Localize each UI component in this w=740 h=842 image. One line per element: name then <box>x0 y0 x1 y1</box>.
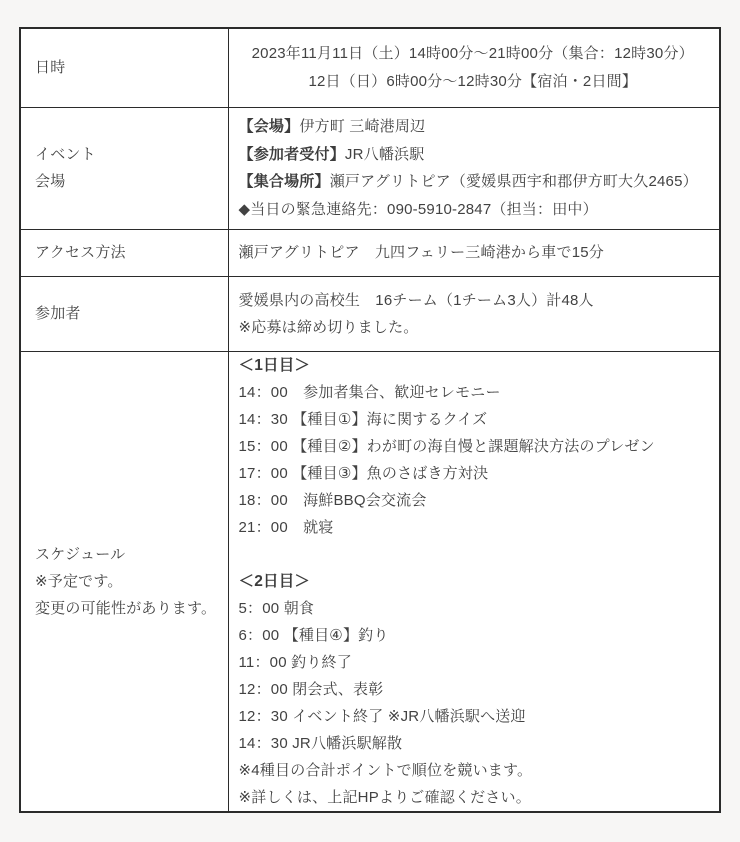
schedule-item: 14：00 参加者集合、歓迎セレモニー <box>238 383 501 401</box>
event-info-table-wrapper <box>19 27 721 813</box>
row-label-text: スケジュール <box>35 545 126 563</box>
venue-item <box>239 168 708 196</box>
datetime-line-1: 2023年11月11日（土）14時00分～21時00分（集合：12時30分） <box>251 44 694 62</box>
event-info-table <box>19 27 721 813</box>
venue-emergency-contact <box>239 196 708 224</box>
row-label-text: アクセス方法 <box>35 244 126 261</box>
datetime-value-cell <box>228 28 720 107</box>
row-label-participants <box>20 276 228 351</box>
schedule-item: 12：00 閉会式、表彰 <box>238 680 384 698</box>
table-row-access <box>20 229 720 276</box>
table-row-schedule <box>20 351 720 812</box>
row-label-text: 日時 <box>35 59 66 77</box>
schedule-item: 14：30 【種目①】海に関するクイズ <box>238 410 488 428</box>
schedule-value-cell <box>228 351 720 812</box>
schedule-item: 17：00 【種目③】魚のさばき方対決 <box>238 464 489 482</box>
venue-item <box>239 141 708 169</box>
row-label-text: イベント <box>35 146 96 163</box>
participants-line-1: 愛媛県内の高校生 16チーム（1チーム3人）計48人 <box>238 291 594 309</box>
access-value-cell <box>228 229 720 276</box>
schedule-item: 12：30 イベント終了 ※JR八幡浜駅へ送迎 <box>238 707 526 725</box>
table-row-participants <box>20 276 720 351</box>
schedule-item: 21：00 就寝 <box>238 518 334 536</box>
row-label-venue <box>20 107 228 229</box>
schedule-item: 14：30 JR八幡浜駅解散 <box>238 734 403 752</box>
schedule-day1-header: ＜1日目＞ <box>238 356 311 374</box>
schedule-label-note-2: 変更の可能性があります。 <box>35 599 217 617</box>
schedule-item: 15：00 【種目②】わが町の海自慢と課題解決方法のプレゼン <box>238 437 655 455</box>
row-label-access <box>20 229 228 276</box>
schedule-label-note-1: ※予定です。 <box>35 572 123 590</box>
venue-value-cell <box>228 107 720 229</box>
table-row-datetime <box>20 28 720 107</box>
schedule-note: ※詳しくは、上記HPよりご確認ください。 <box>238 788 531 806</box>
schedule-day2-header: ＜2日目＞ <box>238 572 311 590</box>
venue-item-text: 伊方町 三崎港周辺 <box>299 118 426 135</box>
row-label-schedule <box>20 351 228 812</box>
schedule-item: 11：00 釣り終了 <box>238 653 352 671</box>
access-text: 瀬戸アグリトピア 九四フェリー三崎港から車で15分 <box>238 244 604 261</box>
venue-item-text: ◆当日の緊急連絡先：090-5910-2847（担当：田中） <box>238 200 598 218</box>
table-row-venue <box>20 107 720 229</box>
venue-item-text: 瀬戸アグリトピア（愛媛県西宇和郡伊方町大久2465） <box>329 173 698 190</box>
row-label-datetime <box>20 28 228 107</box>
venue-item <box>239 113 708 141</box>
venue-item-heading: 【会場】 <box>238 118 300 135</box>
schedule-item: 6：00 【種目④】釣り <box>238 626 389 644</box>
row-label-text: 会場 <box>35 173 66 190</box>
venue-item-text: JR八幡浜駅 <box>344 145 425 163</box>
participants-value-cell <box>228 276 720 351</box>
schedule-note: ※4種目の合計ポイントで順位を競います。 <box>238 761 533 779</box>
schedule-item: 5：00 朝食 <box>238 599 315 617</box>
schedule-item: 18：00 海鮮BBQ会交流会 <box>238 491 427 509</box>
venue-item-heading: 【集合場所】 <box>238 173 330 190</box>
row-label-text: 参加者 <box>35 305 81 322</box>
participants-line-2: ※応募は締め切りました。 <box>238 318 419 336</box>
datetime-line-2: 12日（日）6時00分～12時30分【宿泊・2日間】 <box>308 72 638 90</box>
schedule-spacer <box>239 541 708 568</box>
venue-item-heading: 【参加者受付】 <box>238 145 345 163</box>
